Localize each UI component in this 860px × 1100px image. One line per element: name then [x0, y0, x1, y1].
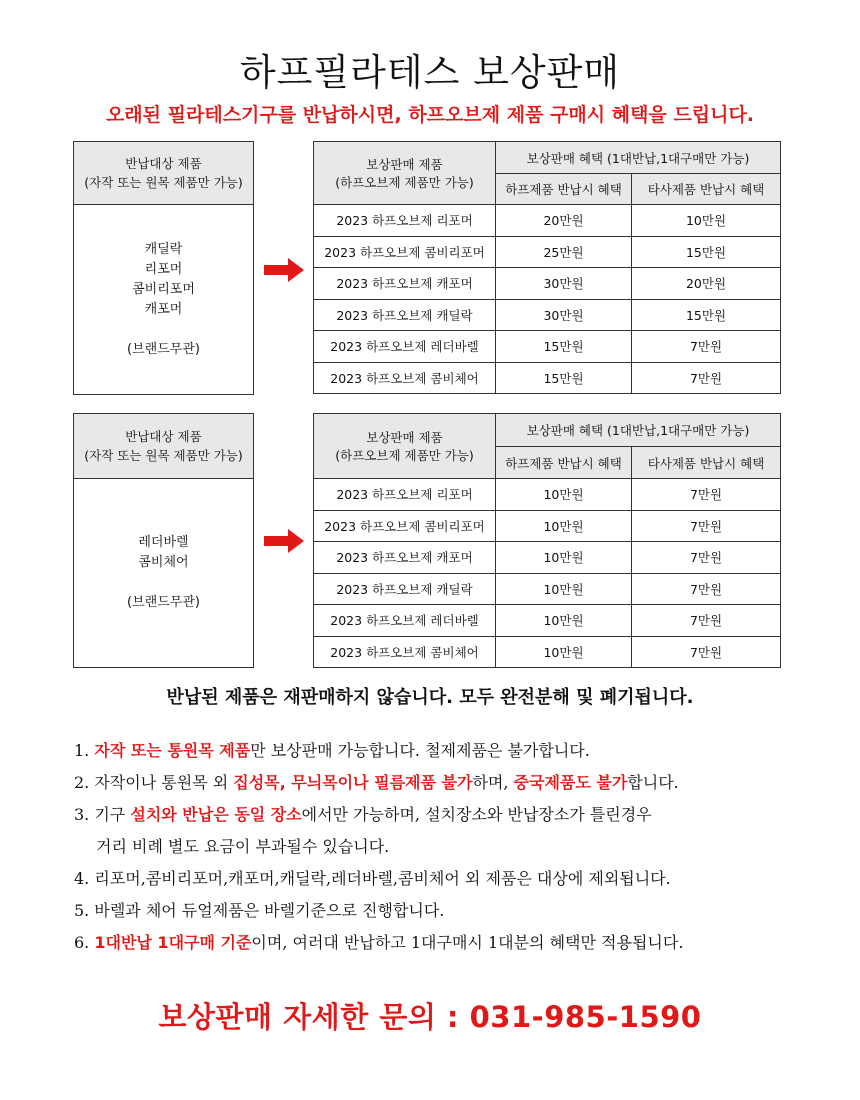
- rule-suffix: 합니다.: [627, 773, 679, 792]
- table-row: [314, 605, 781, 637]
- col-header-benefit: 보상판매 혜택 (1대반납,1대구매만 가능): [496, 142, 781, 174]
- own-benefit-cell: 15만원: [496, 362, 632, 394]
- table-row: [314, 510, 781, 542]
- own-benefit-cell: 10만원: [496, 573, 632, 605]
- return-target-header: [74, 142, 253, 205]
- col-header-product-title: 보상판매 제품: [366, 430, 443, 445]
- col-header-product-note: (하프오브제 제품만 가능): [335, 175, 474, 190]
- rule-item: [74, 799, 834, 831]
- own-benefit-cell: 10만원: [496, 605, 632, 637]
- red-right-arrow-icon: [264, 258, 304, 282]
- table-row: [314, 236, 781, 268]
- rule-text: 바렐과 체어 듀얼제품은 바렐기준으로 진행합니다.: [94, 901, 445, 920]
- other-benefit-cell: 7만원: [632, 479, 781, 511]
- product-cell: 2023 하프오브제 콤비체어: [314, 636, 496, 668]
- product-cell: 2023 하프오브제 레더바렐: [314, 331, 496, 363]
- return-item: 콤비체어: [138, 555, 189, 570]
- rule-highlight: 자작 또는 통원목 제품: [94, 741, 251, 760]
- rule-prefix: 2. 자작이나 통원목 외: [74, 773, 234, 792]
- red-right-arrow-icon: [264, 529, 304, 553]
- return-target-header: [74, 414, 253, 479]
- col-header-benefit: 보상판매 혜택 (1대반납,1대구매만 가능): [496, 414, 781, 447]
- other-benefit-cell: 7만원: [632, 362, 781, 394]
- page-subtitle: 오래된 필라테스기구를 반납하시면, 하프오브제 제품 구매시 혜택을 드립니다.: [105, 104, 755, 126]
- return-target-list: [74, 479, 253, 667]
- rule-item: [74, 927, 834, 959]
- other-benefit-cell: 15만원: [632, 299, 781, 331]
- col-header-product: [314, 142, 496, 205]
- product-cell: 2023 하프오브제 캐포머: [314, 542, 496, 574]
- table-row: [314, 542, 781, 574]
- own-benefit-cell: 15만원: [496, 331, 632, 363]
- return-target-header-title: 반납대상 제품: [125, 429, 202, 444]
- disposal-notice: 반납된 제품은 재판매하지 않습니다. 모두 완전분해 및 폐기됩니다.: [166, 687, 694, 708]
- other-benefit-cell: 7만원: [632, 605, 781, 637]
- rule-text: 리포머,콤비리포머,캐포머,캐딜락,레더바렐,콤비체어 외 제품은 대상에 제외됩니다.: [94, 869, 671, 888]
- product-cell: 2023 하프오브제 레더바렐: [314, 605, 496, 637]
- rule-item-continuation: [74, 831, 834, 863]
- return-target-list: [74, 205, 253, 394]
- other-benefit-cell: 7만원: [632, 542, 781, 574]
- rule-text: 이며, 여러대 반납하고 1대구매시 1대분의 혜택만 적용됩니다.: [251, 933, 684, 952]
- product-cell: 2023 하프오브제 캐포머: [314, 268, 496, 300]
- table-row: [314, 636, 781, 668]
- table-row: [314, 268, 781, 300]
- own-benefit-cell: 10만원: [496, 636, 632, 668]
- col-header-product-title: 보상판매 제품: [366, 157, 443, 172]
- own-benefit-cell: 10만원: [496, 510, 632, 542]
- rule-prefix: 4.: [74, 869, 95, 888]
- product-cell: 2023 하프오브제 캐딜락: [314, 573, 496, 605]
- own-benefit-cell: 10만원: [496, 542, 632, 574]
- table-row: [314, 479, 781, 511]
- return-item: 레더바렐: [138, 535, 189, 550]
- rule-text: 거리 비례 별도 요금이 부과될수 있습니다.: [96, 837, 390, 856]
- table-row: [314, 299, 781, 331]
- return-item: 캐딜락: [144, 241, 183, 257]
- return-target-box-1: [73, 141, 254, 395]
- table-row: [314, 362, 781, 394]
- own-benefit-cell: 10만원: [496, 479, 632, 511]
- return-item: 콤비리포머: [132, 281, 195, 297]
- page-title: 하프필라테스 보상판매: [239, 51, 621, 94]
- other-benefit-cell: 20만원: [632, 268, 781, 300]
- rule-text: 만 보상판매 가능합니다. 철제제품은 불가합니다.: [250, 741, 590, 760]
- return-target-box-2: [73, 413, 254, 668]
- col-header-product-note: (하프오브제 제품만 가능): [335, 448, 474, 463]
- own-benefit-cell: 20만원: [496, 205, 632, 237]
- rule-text: 하며,: [472, 773, 514, 792]
- rule-item: [74, 767, 834, 799]
- reward-table-1: [313, 141, 781, 394]
- rule-text: 에서만 가능하며, 설치장소와 반납장소가 틀린경우: [301, 805, 652, 824]
- return-item: 캐포머: [144, 301, 183, 317]
- table-row: [314, 331, 781, 363]
- other-benefit-cell: 7만원: [632, 510, 781, 542]
- other-benefit-cell: 7만원: [632, 331, 781, 363]
- other-benefit-cell: 10만원: [632, 205, 781, 237]
- col-header-product: [314, 414, 496, 479]
- col-header-other: 타사제품 반납시 혜택: [632, 174, 781, 205]
- col-header-own: 하프제품 반납시 혜택: [496, 447, 632, 479]
- return-item: 리포머: [144, 261, 183, 277]
- rule-highlight: 중국제품도 불가: [513, 773, 628, 792]
- own-benefit-cell: 25만원: [496, 236, 632, 268]
- product-cell: 2023 하프오브제 리포머: [314, 479, 496, 511]
- rules-list: [74, 735, 834, 959]
- rule-highlight: 설치와 반납은 동일 장소: [130, 805, 302, 824]
- return-target-header-title: 반납대상 제품: [125, 156, 202, 171]
- rule-highlight: 1대반납 1대구매 기준: [94, 933, 252, 952]
- product-cell: 2023 하프오브제 콤비체어: [314, 362, 496, 394]
- brand-note: (브랜드무관): [127, 595, 200, 610]
- rule-item: [74, 863, 834, 895]
- rule-prefix: 3. 기구: [74, 805, 131, 824]
- other-benefit-cell: 7만원: [632, 636, 781, 668]
- rule-item: [74, 735, 834, 767]
- col-header-other: 타사제품 반납시 혜택: [632, 447, 781, 479]
- product-cell: 2023 하프오브제 콤비리포머: [314, 236, 496, 268]
- rule-prefix: 6.: [74, 933, 95, 952]
- table-row: [314, 205, 781, 237]
- other-benefit-cell: 15만원: [632, 236, 781, 268]
- product-cell: 2023 하프오브제 콤비리포머: [314, 510, 496, 542]
- rule-prefix: 5.: [74, 901, 95, 920]
- reward-table-2: [313, 413, 781, 668]
- return-target-header-note: (자작 또는 원목 제품만 가능): [84, 175, 243, 190]
- table-row: [314, 573, 781, 605]
- rule-prefix: 1.: [74, 741, 95, 760]
- other-benefit-cell: 7만원: [632, 573, 781, 605]
- col-header-own: 하프제품 반납시 혜택: [496, 174, 632, 205]
- rule-highlight: 집성목, 무늬목이나 필름제품 불가: [233, 773, 473, 792]
- contact-info: 보상판매 자세한 문의 : 031-985-1590: [158, 1000, 702, 1034]
- brand-note: (브랜드무관): [127, 341, 200, 357]
- product-cell: 2023 하프오브제 리포머: [314, 205, 496, 237]
- return-target-header-note: (자작 또는 원목 제품만 가능): [84, 448, 243, 463]
- own-benefit-cell: 30만원: [496, 268, 632, 300]
- product-cell: 2023 하프오브제 캐딜락: [314, 299, 496, 331]
- own-benefit-cell: 30만원: [496, 299, 632, 331]
- rule-item: [74, 895, 834, 927]
